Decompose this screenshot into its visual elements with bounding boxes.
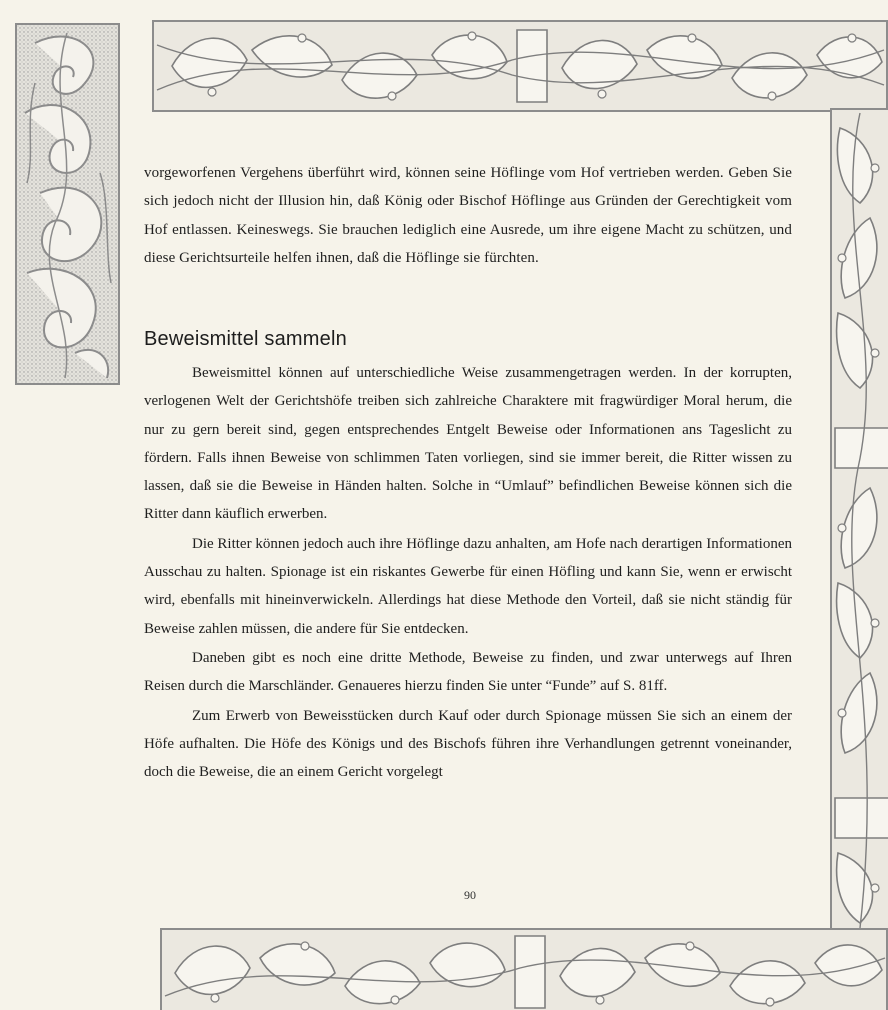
laurel-garland-bottom — [160, 928, 888, 1010]
body-paragraph: Beweismittel können auf unterschiedliche Weise zusammengetragen werden. In der korrupten, verlogenen Welt der Gerichtshöfe treiben sich zahlreiche Charaktere mit fragwürdiger Moral herum, die nur zu gern bereit sind, gegen entsprechendes Entgelt Beweise oder Informationen ans Tageslicht zu fördern. Falls ihnen Beweise von schlimmen Taten vorliegen, sind sie immer bereit, die Ritter wissen zu lassen, daß sie die Beweise in Händen halten. Solche in “Umlauf” befindlichen Beweise können sich die Ritter dann käuflich erwerben. — [144, 365, 792, 523]
acanthus-scroll-ornament — [15, 23, 120, 385]
opening-paragraph-block — [144, 159, 792, 272]
body-paragraph: Zum Erwerb von Beweisstücken durch Kauf oder durch Spionage müssen Sie sich an einem der Höfe aufhalten. Die Höfe des Königs und des Bischofs führen ihre Verhandlungen getrennt voneinander, doch die Beweise, die an einem Gericht vorgelegt — [144, 707, 792, 781]
laurel-garland-top — [152, 20, 888, 112]
section-heading: Beweismittel sammeln — [144, 328, 347, 350]
laurel-garland-right — [830, 108, 888, 933]
opening-paragraph: vorgeworfenen Vergehens überführt wird, können seine Höflinge vom Hof vertrieben werden. Geben Sie sich jedoch nicht der Illusion hin, daß König oder Bischof Höflinge aus Gründen der Gerechtigkeit vom Hof entlassen. Keineswegs. Sie brauchen lediglich eine Ausrede, um ihre eigene Macht zu schützen, und diese Gerichtsurteile helfen ihnen, daß die Höflinge sie fürchten. — [144, 165, 792, 266]
section-body — [144, 359, 792, 786]
body-paragraph: Daneben gibt es noch eine dritte Methode, Beweise zu finden, und zwar unterwegs auf Ihren Reisen durch die Marschländer. Genaueres hierzu finden Sie unter “Funde” auf S. 81ff. — [144, 649, 792, 695]
page-number: 90 — [464, 888, 476, 902]
body-paragraph: Die Ritter können jedoch auch ihre Höflinge dazu anhalten, am Hofe nach derartigen Informationen Ausschau zu halten. Spionage ist ein riskantes Gewerbe für einen Höfling und kann Sie, wenn er erwischt wird, ebenfalls mit hineinverwickeln. Allerdings hat diese Methode den Vorteil, daß sie nicht ständig für Beweise zahlen müssen, die andere für Sie entdecken. — [144, 535, 792, 637]
